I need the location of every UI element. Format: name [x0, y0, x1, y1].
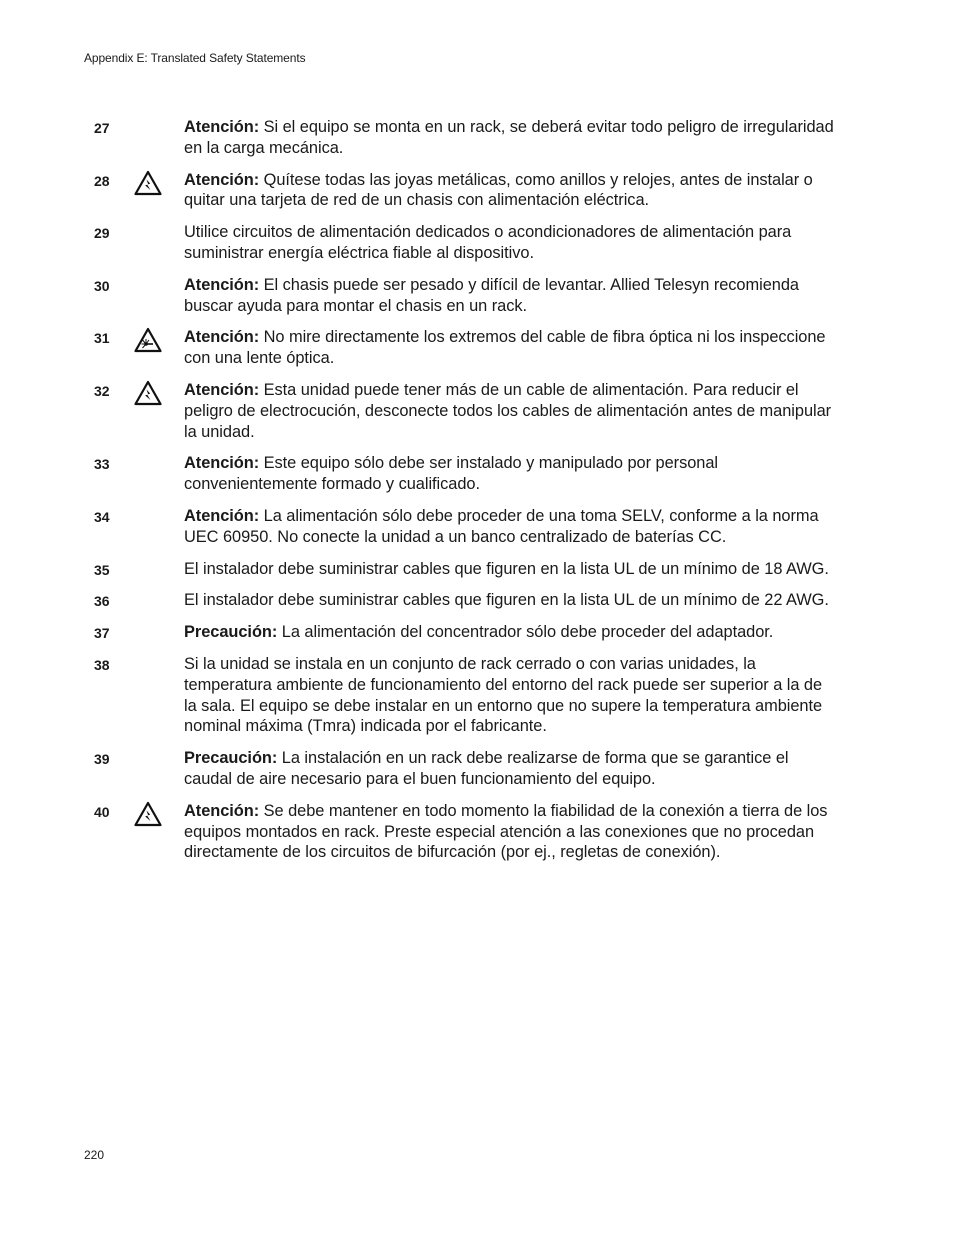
- statement-number: 33: [94, 456, 110, 473]
- safety-statement: [0, 275, 954, 328]
- statement-body: La instalación en un rack debe realizarse de forma que se garantice el caudal de aire necesario para el buen funcionamiento del equipo.: [184, 749, 789, 788]
- statement-label: Precaución:: [184, 749, 278, 768]
- statement-body: Utilice circuitos de alimentación dedicados o acondicionadores de alimentación para suministrar energía eléctrica fiable al dispositivo.: [184, 223, 792, 262]
- statement-number: 27: [94, 120, 110, 136]
- statement-number: 36: [94, 593, 110, 610]
- statement-text: [184, 453, 834, 506]
- laser-hazard-icon: [134, 327, 164, 355]
- statement-number: 40: [94, 803, 110, 820]
- statement-label: Atención:: [184, 118, 260, 136]
- statement-text: [184, 170, 834, 223]
- safety-statement: [0, 622, 954, 654]
- statement-body: Si el equipo se monta en un rack, se deberá evitar todo peligro de irregularidad en la carga mecánica.: [184, 118, 834, 157]
- statement-text: [184, 801, 834, 874]
- statement-label: Atención:: [184, 275, 260, 294]
- statement-text: [184, 117, 834, 170]
- statement-label: Atención:: [184, 170, 260, 189]
- statement-label: Atención:: [184, 454, 260, 473]
- statement-text: [184, 380, 834, 453]
- statement-number: 32: [94, 382, 110, 399]
- electrical-hazard-icon: [134, 170, 164, 198]
- safety-statement: [0, 222, 954, 275]
- running-header: Appendix E: Translated Safety Statements: [84, 51, 306, 65]
- statement-label: Atención:: [184, 380, 260, 399]
- statement-text: [184, 506, 834, 559]
- safety-statement: [0, 654, 954, 748]
- statement-number: 28: [94, 172, 110, 189]
- statement-number: 38: [94, 656, 110, 673]
- safety-statement: [0, 380, 954, 453]
- statement-body: No mire directamente los extremos del cable de fibra óptica ni los inspeccione con una lente óptica.: [184, 328, 826, 368]
- safety-statement: [0, 506, 954, 559]
- page-number: 220: [84, 1148, 105, 1162]
- safety-statement: [0, 170, 954, 223]
- statement-label: Precaución:: [184, 623, 278, 642]
- statement-body: Si la unidad se instala en un conjunto de rack cerrado o con varias unidades, la temperatura ambiente de funcionamiento del entorno del rack puede ser superior a la de la sala. El equipo se debe instalar en un entorno que no supere la temperatura ambiente nominal máxima (Tmra) indicada por el fabricante.: [184, 654, 823, 736]
- statement-body: Este equipo sólo debe ser instalado y manipulado por personal convenientemente formado y cualificado.: [184, 454, 718, 494]
- statement-text: [184, 222, 834, 275]
- electrical-hazard-icon: [134, 380, 164, 408]
- statement-text: [184, 748, 834, 801]
- statement-number: 30: [94, 277, 110, 294]
- safety-statement: [0, 748, 954, 801]
- statement-number: 34: [94, 508, 110, 525]
- safety-statement: [0, 453, 954, 506]
- statement-label: Atención:: [184, 801, 260, 820]
- statement-number: 29: [94, 225, 110, 242]
- safety-statement: [0, 590, 954, 622]
- statement-text: [184, 327, 834, 380]
- safety-statement: [0, 801, 954, 874]
- safety-statement: [0, 117, 954, 170]
- statement-text: [184, 590, 834, 622]
- statement-body: El instalador debe suministrar cables que figuren en la lista UL de un mínimo de 18 AWG.: [184, 559, 829, 578]
- statement-body: Esta unidad puede tener más de un cable de alimentación. Para reducir el peligro de electrocución, desconecte todos los cables de alimentación antes de manipular la unidad.: [184, 380, 832, 441]
- statement-body: La alimentación sólo debe proceder de una toma SELV, conforme a la norma UEC 60950. No conecte la unidad a un banco centralizado de baterías CC.: [184, 506, 819, 546]
- statement-label: Atención:: [184, 506, 260, 525]
- statement-body: Se debe mantener en todo momento la fiabilidad de la conexión a tierra de los equipos montados en rack. Preste especial atención a las conexiones que no procedan directamente de los circuitos de bifurcación (por ej., regletas de conexión).: [184, 801, 828, 862]
- statement-body: El chasis puede ser pesado y difícil de levantar. Allied Telesyn recomienda buscar ayuda para montar el chasis en un rack.: [184, 275, 799, 315]
- statement-text: [184, 622, 834, 654]
- electrical-hazard-icon: [134, 801, 164, 829]
- statement-body: El instalador debe suministrar cables que figuren en la lista UL de un mínimo de 22 AWG.: [184, 591, 829, 610]
- safety-statements-list: [0, 117, 954, 874]
- safety-statement: [0, 559, 954, 591]
- statement-body: Quítese todas las joyas metálicas, como anillos y relojes, antes de instalar o quitar una tarjeta de red de un chasis con alimentación eléctrica.: [184, 170, 813, 210]
- statement-number: 35: [94, 561, 110, 578]
- safety-statement: [0, 327, 954, 380]
- statement-text: [184, 559, 834, 591]
- statement-number: 37: [94, 625, 110, 642]
- statement-number: 39: [94, 751, 110, 768]
- statement-body: La alimentación del concentrador sólo debe proceder del adaptador.: [277, 623, 774, 642]
- statement-number: 31: [94, 330, 110, 347]
- statement-label: Atención:: [184, 328, 260, 347]
- statement-text: [184, 654, 834, 748]
- statement-text: [184, 275, 834, 328]
